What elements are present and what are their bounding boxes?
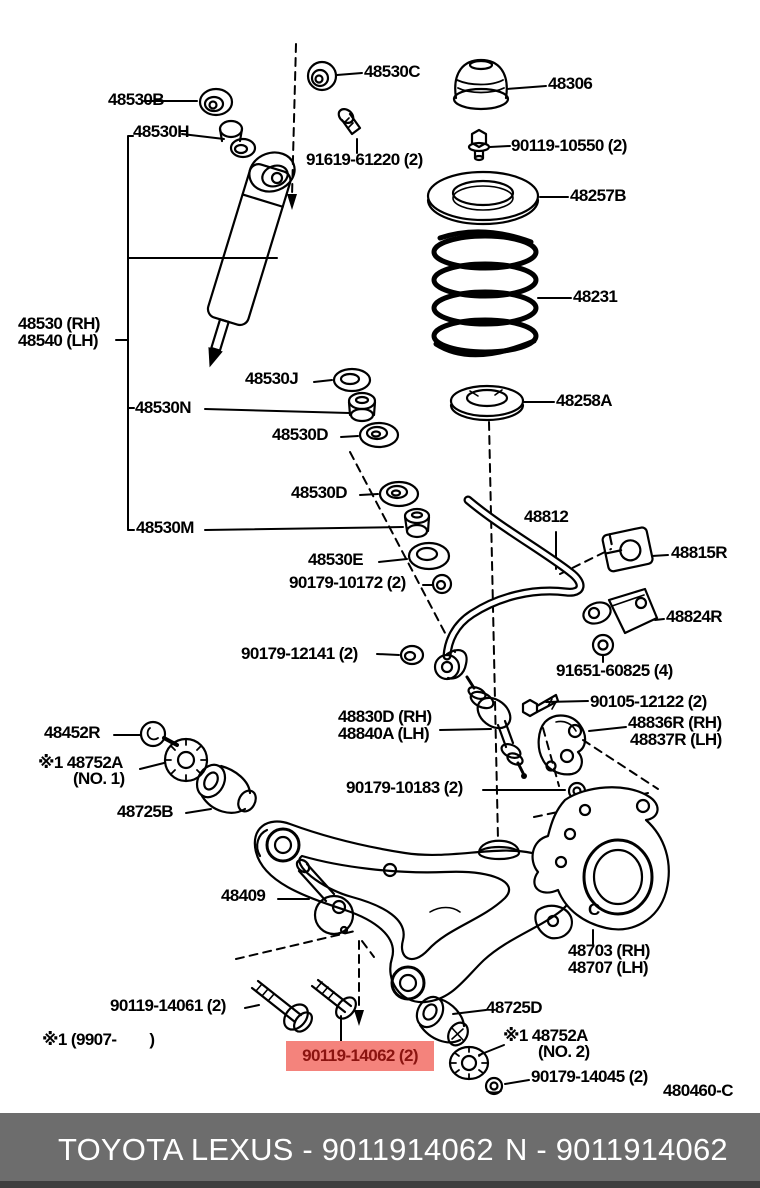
bolt-91651 — [593, 635, 613, 655]
part-label-48830D-rh: 48830D (RH) — [338, 707, 432, 726]
part-label-48540-lh: 48540 (LH) — [18, 331, 98, 350]
stabilizer-bracket-48824R — [580, 589, 657, 633]
part-label-48752A-no1: ※1 48752A — [38, 753, 123, 772]
part-label-48824R: 48824R — [666, 607, 722, 626]
washer-48530E — [409, 543, 449, 569]
bolt-90105 — [523, 695, 558, 716]
stabilizer-bar-48812 — [435, 500, 580, 679]
part-label-48752A-no1-sub: (NO. 1) — [73, 769, 125, 788]
knuckle-view-letter: C — [588, 900, 601, 919]
part-label-48752A-no2: ※1 48752A — [503, 1026, 588, 1045]
link-bracket-48836R — [539, 716, 585, 775]
part-label-48530B: 48530B — [108, 90, 164, 109]
shock-absorber — [191, 146, 300, 374]
part-label-90119-14062-highlighted: 90119-14062 (2) — [302, 1046, 418, 1065]
part-label-48530C: 48530C — [364, 62, 420, 81]
part-label-48257B: 48257B — [570, 186, 626, 205]
washer-48530C — [308, 62, 336, 90]
nut-90179-10172 — [433, 575, 451, 593]
bolt-90119-14061 — [252, 981, 315, 1035]
part-label-48703-rh: 48703 (RH) — [568, 941, 650, 960]
footer-left-text: TOYOTA LEXUS - 9011914062 — [58, 1132, 494, 1167]
part-label-48530M: 48530M — [136, 518, 194, 537]
part-label-90105-12122: 90105-12122 (2) — [590, 692, 707, 711]
figure-code: 480460-C — [663, 1081, 733, 1100]
washer-48530B — [200, 89, 232, 115]
applicability-note: ※1 (9907- ) — [42, 1030, 155, 1049]
part-label-48231: 48231 — [573, 287, 618, 306]
part-label-48836R-rh: 48836R (RH) — [628, 713, 722, 732]
part-label-48530D-lower: 48530D — [291, 483, 347, 502]
bolt-48452R — [141, 722, 177, 746]
part-label-48752A-no2-sub: (NO. 2) — [538, 1042, 590, 1061]
cam-washer-48752A-no2 — [450, 1047, 488, 1079]
part-label-48530N: 48530N — [135, 398, 191, 417]
bump-stop-48306 — [454, 60, 508, 109]
arrowhead — [287, 194, 297, 210]
part-label-48725B: 48725B — [117, 802, 173, 821]
footer-band — [0, 1113, 760, 1188]
part-label-48530H: 48530H — [133, 122, 189, 141]
coil-spring-48231 — [434, 232, 536, 355]
part-label-48530J: 48530J — [245, 369, 299, 388]
bushing-48530H — [220, 121, 255, 157]
footer-bottom-strip — [0, 1181, 760, 1188]
part-label-48725D: 48725D — [486, 998, 542, 1017]
part-label-48837R-lh: 48837R (LH) — [630, 730, 722, 749]
arrowhead — [354, 1010, 364, 1026]
bolt-90119-10550 — [469, 130, 489, 160]
part-label-90179-14045: 90179-14045 (2) — [531, 1067, 648, 1086]
part-label-90119-10550: 90119-10550 (2) — [511, 136, 627, 155]
bushing-48530N — [349, 393, 375, 421]
spring-seat-48257B — [428, 172, 538, 224]
part-label-48707-lh: 48707 (LH) — [568, 958, 648, 977]
footer-right-text: N - 9011914062 — [505, 1132, 728, 1167]
part-label-90119-14061: 90119-14061 (2) — [110, 996, 226, 1015]
nut-90179-12141 — [401, 646, 423, 664]
part-label-48530D-upper: 48530D — [272, 425, 328, 444]
bushing-48530M — [405, 509, 429, 537]
part-label-48530-rh: 48530 (RH) — [18, 314, 100, 333]
part-label-48409: 48409 — [221, 886, 266, 905]
highlighted-part-box — [286, 1041, 434, 1071]
lower-control-arm — [255, 822, 573, 1003]
part-label-91651-60825: 91651-60825 (4) — [556, 661, 673, 680]
part-label-48258A: 48258A — [556, 391, 612, 410]
part-label-48840A-lh: 48840A (LH) — [338, 724, 430, 743]
part-label-48812: 48812 — [524, 507, 569, 526]
washer-48530D-lower — [380, 482, 418, 506]
part-label-48530E: 48530E — [308, 550, 364, 569]
part-label-90179-12141: 90179-12141 (2) — [241, 644, 358, 663]
part-label-48306: 48306 — [548, 74, 593, 93]
part-label-48452R: 48452R — [44, 723, 100, 742]
nut-90179-14045 — [486, 1078, 502, 1094]
washer-48530D-upper — [360, 423, 398, 447]
bolt-91619 — [336, 106, 360, 134]
part-label-90179-10183: 90179-10183 (2) — [346, 778, 463, 797]
washer-48530J — [334, 369, 370, 391]
part-label-90179-10172: 90179-10172 (2) — [289, 573, 406, 592]
spring-seat-48258A — [451, 386, 523, 420]
bushing-48725B — [192, 760, 260, 815]
part-label-91619-61220: 91619-61220 (2) — [306, 150, 423, 169]
part-label-48815R: 48815R — [671, 543, 727, 562]
bolt-90119-14062 — [312, 980, 360, 1022]
